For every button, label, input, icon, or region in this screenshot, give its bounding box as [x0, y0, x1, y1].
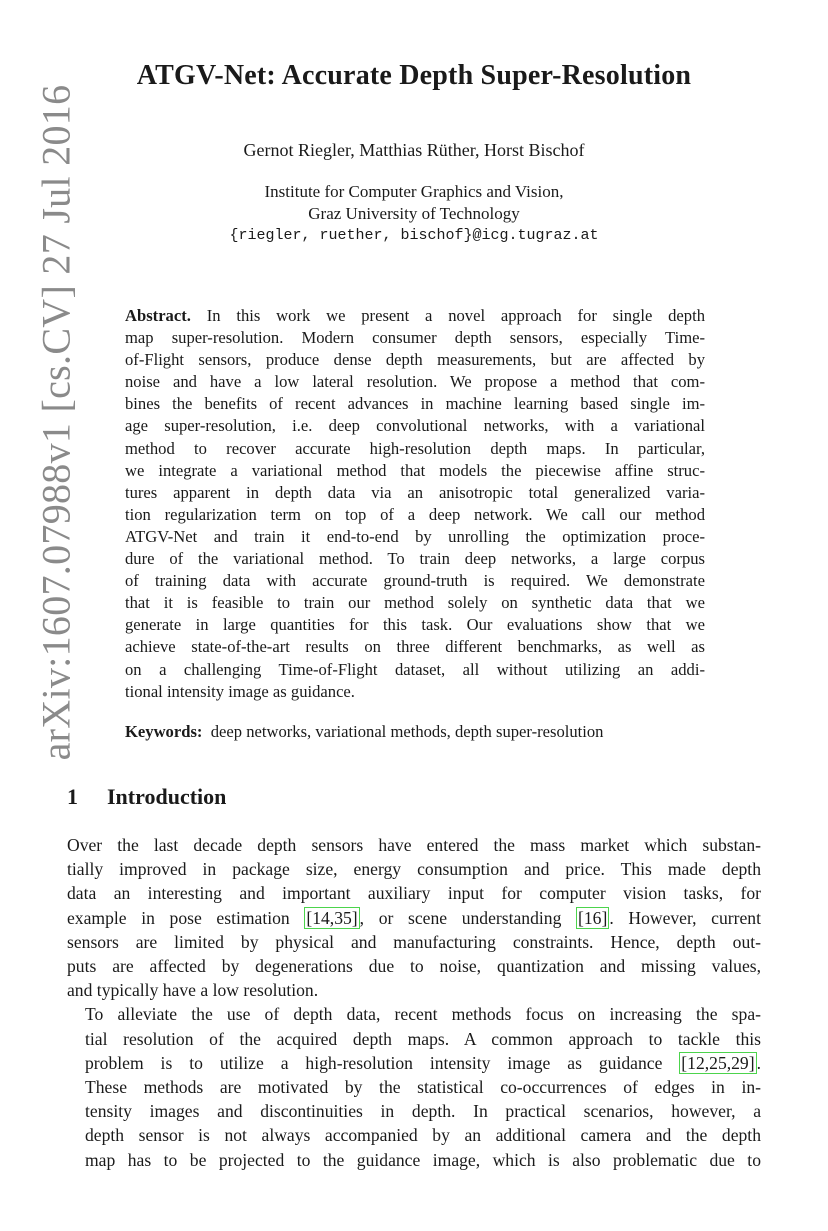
body-line [67, 906, 761, 930]
body-line: tially improved in package size, energy consumption and price. This made depth [67, 859, 761, 880]
section-title: Introduction [107, 784, 227, 809]
abstract-line: bines the benefits of recent advances in machine learning based single im- [125, 394, 705, 414]
affiliation-line-1: Institute for Computer Graphics and Vision, [264, 182, 564, 201]
abstract-line: noise and have a low lateral resolution. We propose a method that com- [125, 372, 705, 392]
body-line: To alleviate the use of depth data, recent methods focus on increasing the spa- [85, 1004, 761, 1025]
citation-link[interactable]: [14,35] [306, 907, 358, 928]
body-line: map has to be projected to the guidance image, which is also problematic due to [85, 1149, 761, 1170]
keywords [125, 721, 705, 743]
body-line: tial resolution of the acquired depth maps. A common approach to tackle this [85, 1028, 761, 1049]
abstract-line: of training data with accurate ground-truth is required. We demonstrate [125, 571, 705, 591]
arxiv-stamp-text: arXiv:1607.07988v1 [cs.CV] 27 Jul 2016 [33, 84, 79, 760]
body-line: and typically have a low resolution. [67, 980, 319, 1001]
body-line: depth sensor is not always accompanied by an additional camera and the depth [85, 1125, 761, 1146]
paper-title: ATGV-Net: Accurate Depth Super-Resolution [136, 60, 692, 91]
abstract-line: In this work we present a novel approach for single depth [206, 306, 705, 325]
body-text-run: . However, current [609, 907, 761, 928]
abstract-line: tures apparent in depth data via an anisotropic total generalized varia- [125, 482, 705, 502]
body-line: puts are affected by degenerations due to noise, quantization and missing values, [67, 956, 761, 977]
citation-link[interactable]: [16] [578, 907, 608, 928]
abstract-line: tion regularization term on top of a deep network. We call our method [125, 504, 705, 524]
body-line: Over the last decade depth sensors have entered the mass market which substan- [67, 835, 761, 855]
affiliation [0, 181, 828, 247]
paragraph [67, 833, 761, 1002]
keywords-label: Keywords: [125, 722, 203, 741]
body-line [67, 1051, 761, 1075]
affiliation-line-2: Graz University of Technology [308, 204, 520, 223]
body-text-run: example in pose estimation [67, 907, 305, 928]
body-line: These methods are motivated by the statistical co-occurrences of edges in in- [85, 1077, 761, 1098]
abstract-line: tional intensity image as guidance. [125, 681, 355, 701]
abstract [125, 305, 705, 703]
keywords-text: deep networks, variational methods, depth super-resolution [210, 722, 604, 741]
abstract-line: generate in large quantities for this task. Our evaluations show that we [125, 615, 705, 635]
authors: Gernot Riegler, Matthias Rüther, Horst Bischof [243, 140, 585, 160]
abstract-line: method to recover accurate high-resolution depth maps. In particular, [125, 438, 705, 458]
abstract-label: Abstract. [125, 306, 191, 325]
body-text-run: . [756, 1052, 761, 1073]
body-text-run: , or scene understanding [359, 907, 577, 928]
abstract-line: age super-resolution, i.e. deep convolutional networks, with a variational [125, 416, 705, 436]
body-line: data an interesting and important auxiliary input for computer vision tasks, for [67, 883, 761, 904]
body-text-run: problem is to utilize a high-resolution intensity image as guidance [85, 1052, 680, 1073]
abstract-line: of-Flight sensors, produce dense depth measurements, but are affected by [125, 350, 705, 370]
arxiv-stamp [26, 72, 86, 772]
section-heading [67, 784, 226, 810]
author-emails: {riegler, ruether, bischof}@icg.tugraz.at [229, 227, 599, 244]
abstract-line: we integrate a variational method that models the piecewise affine struc- [125, 460, 705, 480]
section-number: 1 [67, 784, 78, 809]
abstract-line: achieve state-of-the-art results on three different benchmarks, as well as [125, 637, 705, 657]
abstract-line: map super-resolution. Modern consumer depth sensors, especially Time- [125, 328, 705, 348]
abstract-line: dure of the variational method. To train deep networks, a large corpus [125, 549, 705, 569]
abstract-line: ATGV-Net and train it end-to-end by unrolling the optimization proce- [125, 526, 705, 546]
body-line: sensors are limited by physical and manufacturing constraints. Hence, depth out- [67, 931, 761, 952]
abstract-line: on a challenging Time-of-Flight dataset, all without utilizing an addi- [125, 659, 705, 679]
body-line: tensity images and discontinuities in depth. In practical scenarios, however, a [85, 1101, 761, 1122]
citation-link[interactable]: [12,25,29] [681, 1052, 755, 1073]
paragraph [67, 1002, 761, 1171]
body-text [67, 833, 761, 1172]
abstract-line: that it is feasible to train our method solely on synthetic data that we [125, 593, 705, 613]
